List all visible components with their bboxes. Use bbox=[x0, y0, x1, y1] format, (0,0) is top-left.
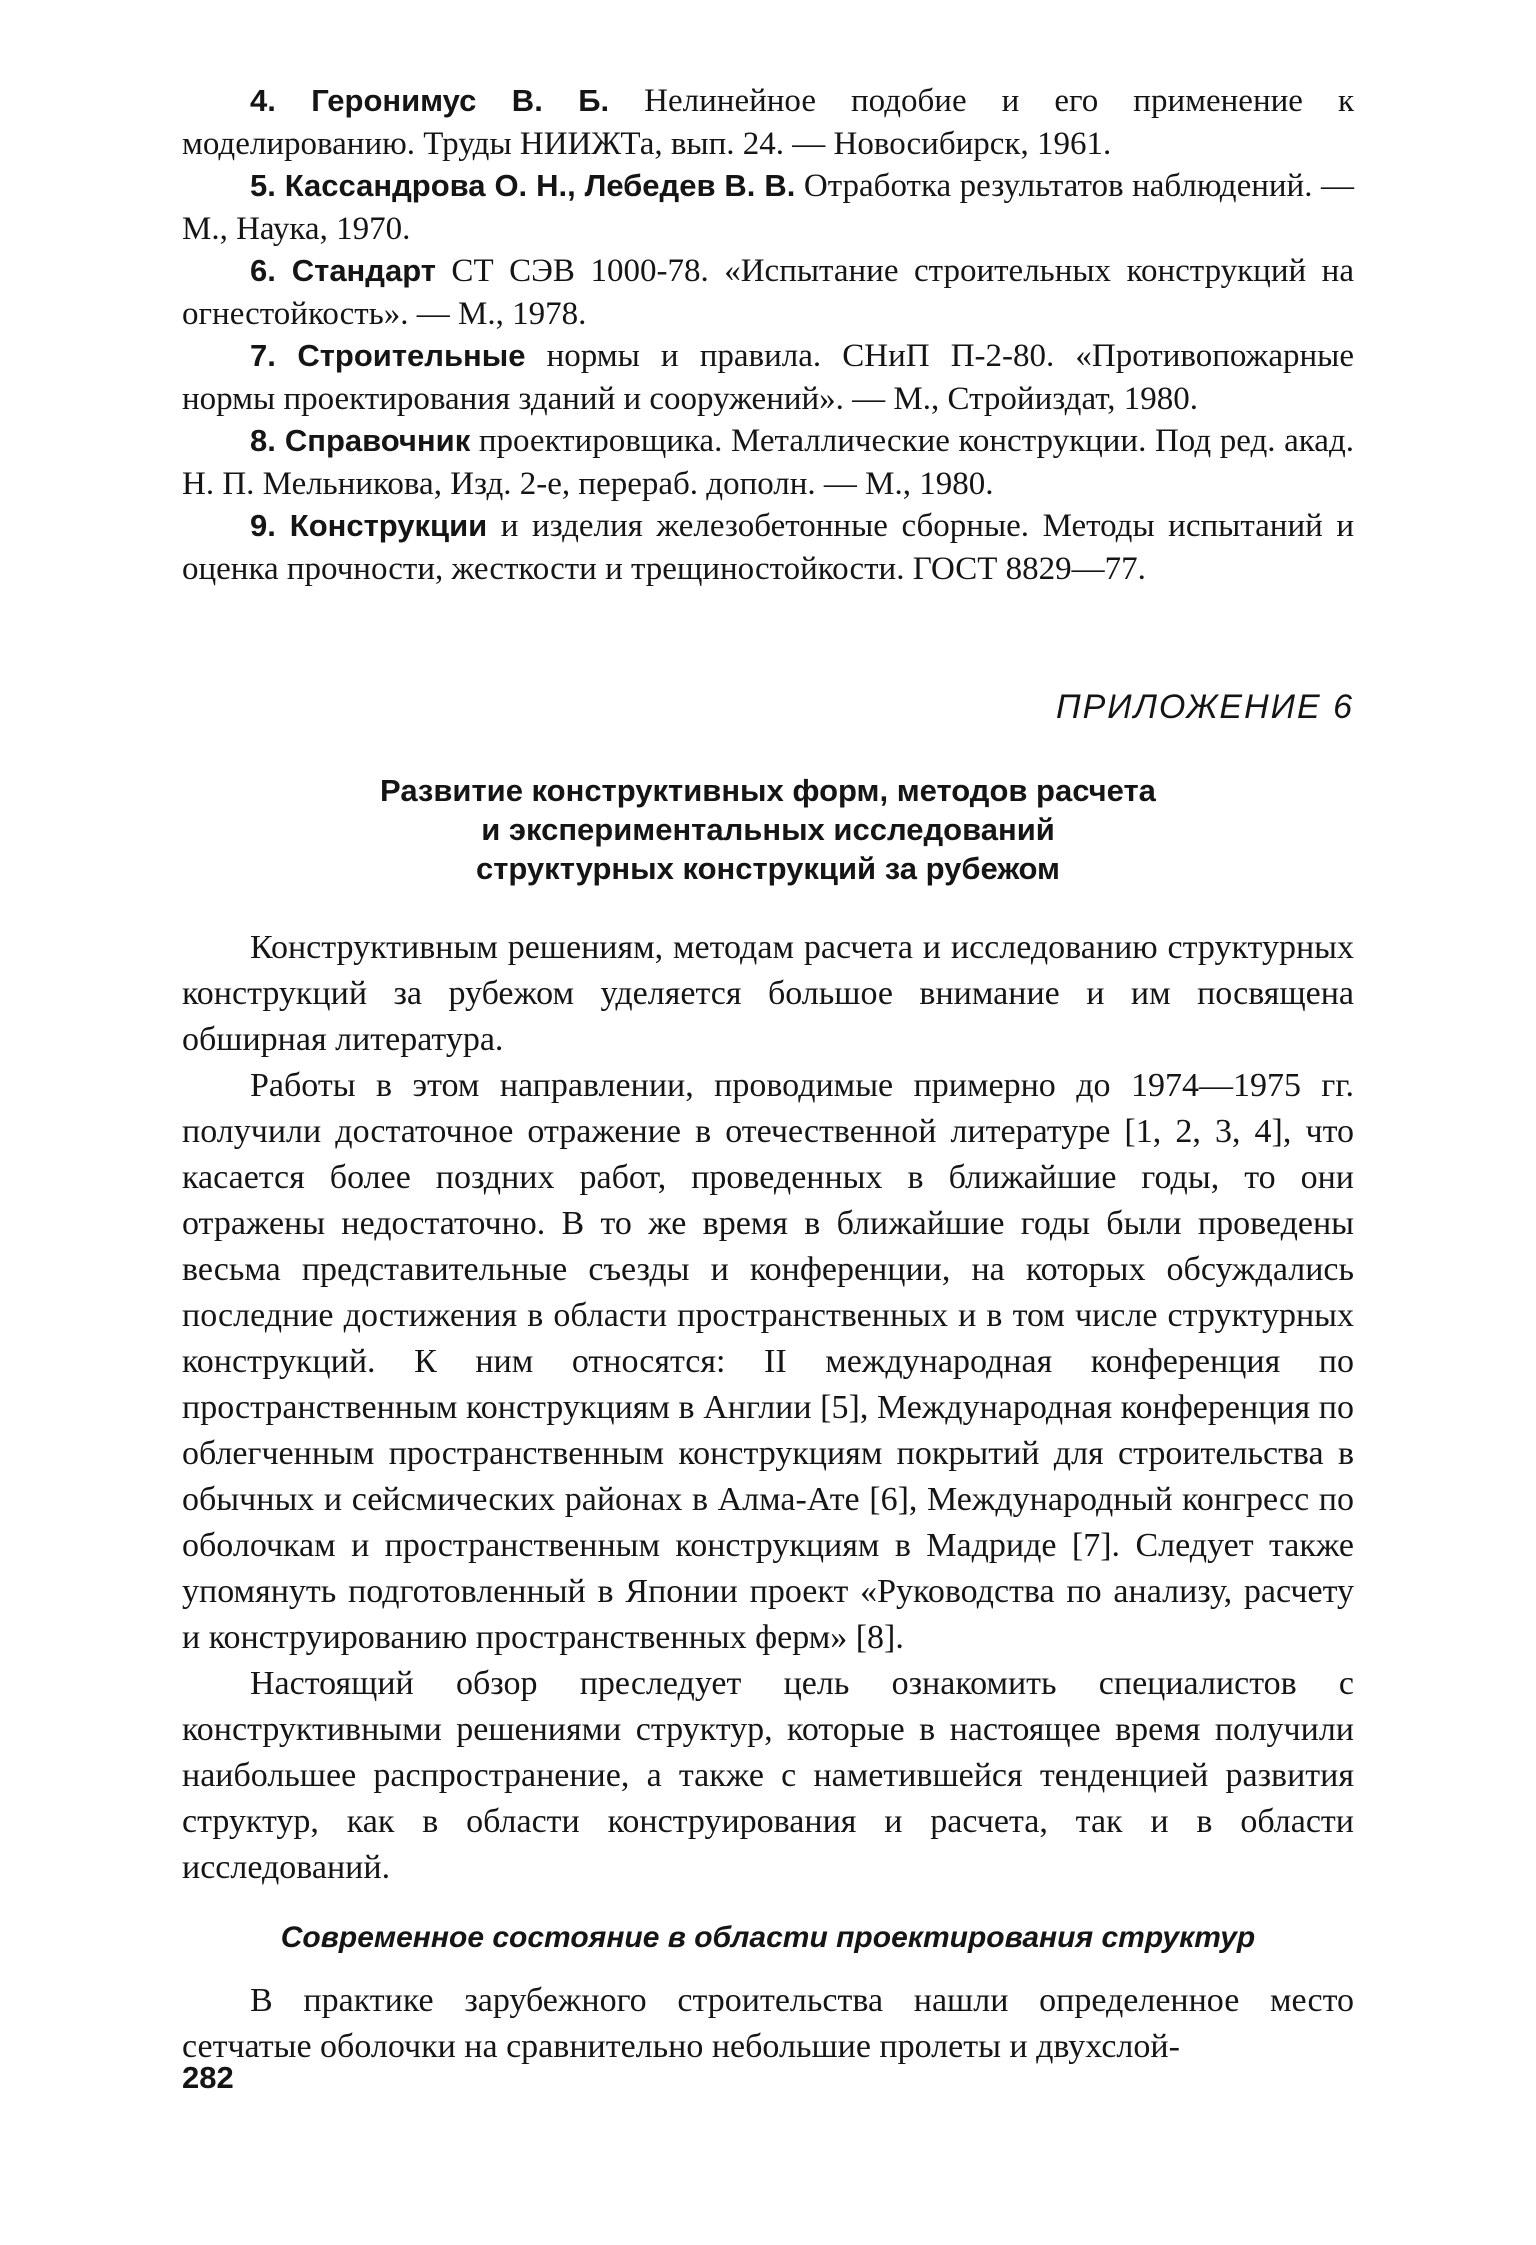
section-title-line: и экспериментальных исследований bbox=[481, 812, 1055, 847]
reference-item bbox=[182, 165, 1354, 250]
reference-author: 6. Стандарт bbox=[250, 253, 436, 288]
reference-item bbox=[182, 80, 1354, 165]
subheading: Современное состояние в области проектирования структур bbox=[280, 1921, 1256, 1954]
reference-text: и изделия железобетонные сборные. Методы испытаний и оценка прочности, жесткости и трещиностойкости. ГОСТ 8829—77. bbox=[182, 508, 1354, 587]
reference-author: 7. Строительные bbox=[250, 338, 526, 373]
appendix-label: ПРИЛОЖЕНИЕ 6 bbox=[1055, 688, 1354, 726]
paragraph: Работы в этом направлении, проводимые примерно до 1974—1975 гг. получили достаточное отражение в отечественной литературе [1, 2, 3, 4], что касается более поздних работ, проведенных в ближайшие годы, то они отражены недостаточно. В то же время в ближайшие годы были проведены весьма представительные съезды и конференции, на которых обсуждались последние достижения в области пространственных и в том числе структурных конструкций. К ним относятся: II международная конференция по пространственным конструкциям в Англии [5], Международная конференция по облегченным пространственным конструкциям покрытий для строительства в обычных и сейсмических районах в Алма-Ате [6], Международный конгресс по оболочкам и пространственным конструкциям в Мадриде [7]. Следует также упомянуть подготовленный в Японии проект «Руководства по анализу, расчету и конструированию пространственных ферм» [8]. bbox=[182, 1067, 1354, 1656]
body-text bbox=[182, 925, 1354, 2070]
reference-author: 8. Справочник bbox=[250, 423, 471, 458]
reference-item bbox=[182, 505, 1354, 590]
reference-author: 5. Кассандрова О. Н., Лебедев В. В. bbox=[250, 168, 796, 203]
reference-author: 4. Геронимус В. Б. bbox=[250, 83, 610, 118]
reference-text: СТ СЭВ 1000-78. «Испытание строительных конструкций на огнестойкость». — М., 1978. bbox=[182, 253, 1354, 332]
reference-text: Нелинейное подобие и его применение к моделированию. Труды НИИЖТа, вып. 24. — Новосибирск, 1961. bbox=[182, 83, 1354, 162]
paragraph: Конструктивным решениям, методам расчета и исследованию структурных конструкций за рубежом уделяется большое внимание и им посвящена обширная литература. bbox=[182, 929, 1354, 1058]
paragraph: В практике зарубежного строительства нашли определенное место сетчатые оболочки на сравнительно небольшие пролеты и двухслой- bbox=[182, 1982, 1354, 2065]
page bbox=[182, 80, 1354, 2070]
section-title bbox=[182, 771, 1354, 888]
reference-item bbox=[182, 335, 1354, 420]
section-title-line: структурных конструкций за рубежом bbox=[475, 851, 1060, 886]
reference-item bbox=[182, 420, 1354, 505]
reference-list bbox=[182, 80, 1354, 590]
section-title-line: Развитие конструктивных форм, методов расчета bbox=[380, 773, 1156, 808]
reference-text: проектировщика. Металлические конструкции. Под ред. акад. Н. П. Мельникова, Изд. 2-е, перераб. дополн. — М., 1980. bbox=[182, 423, 1354, 502]
reference-text: нормы и правила. СНиП П-2-80. «Противопожарные нормы проектирования зданий и сооружений». — М., Стройиздат, 1980. bbox=[182, 338, 1354, 417]
paragraph: Настоящий обзор преследует цель ознакомить специалистов с конструктивными решениями структур, которые в настоящее время получили наибольшее распространение, а также с наметившейся тенденцией развития структур, как в области конструирования и расчета, так и в области исследований. bbox=[182, 1665, 1354, 1886]
reference-text: Отработка результатов наблюдений. — М., Наука, 1970. bbox=[182, 168, 1354, 247]
page-number: 282 bbox=[182, 2060, 234, 2095]
reference-item bbox=[182, 250, 1354, 335]
reference-author: 9. Конструкции bbox=[250, 508, 488, 543]
